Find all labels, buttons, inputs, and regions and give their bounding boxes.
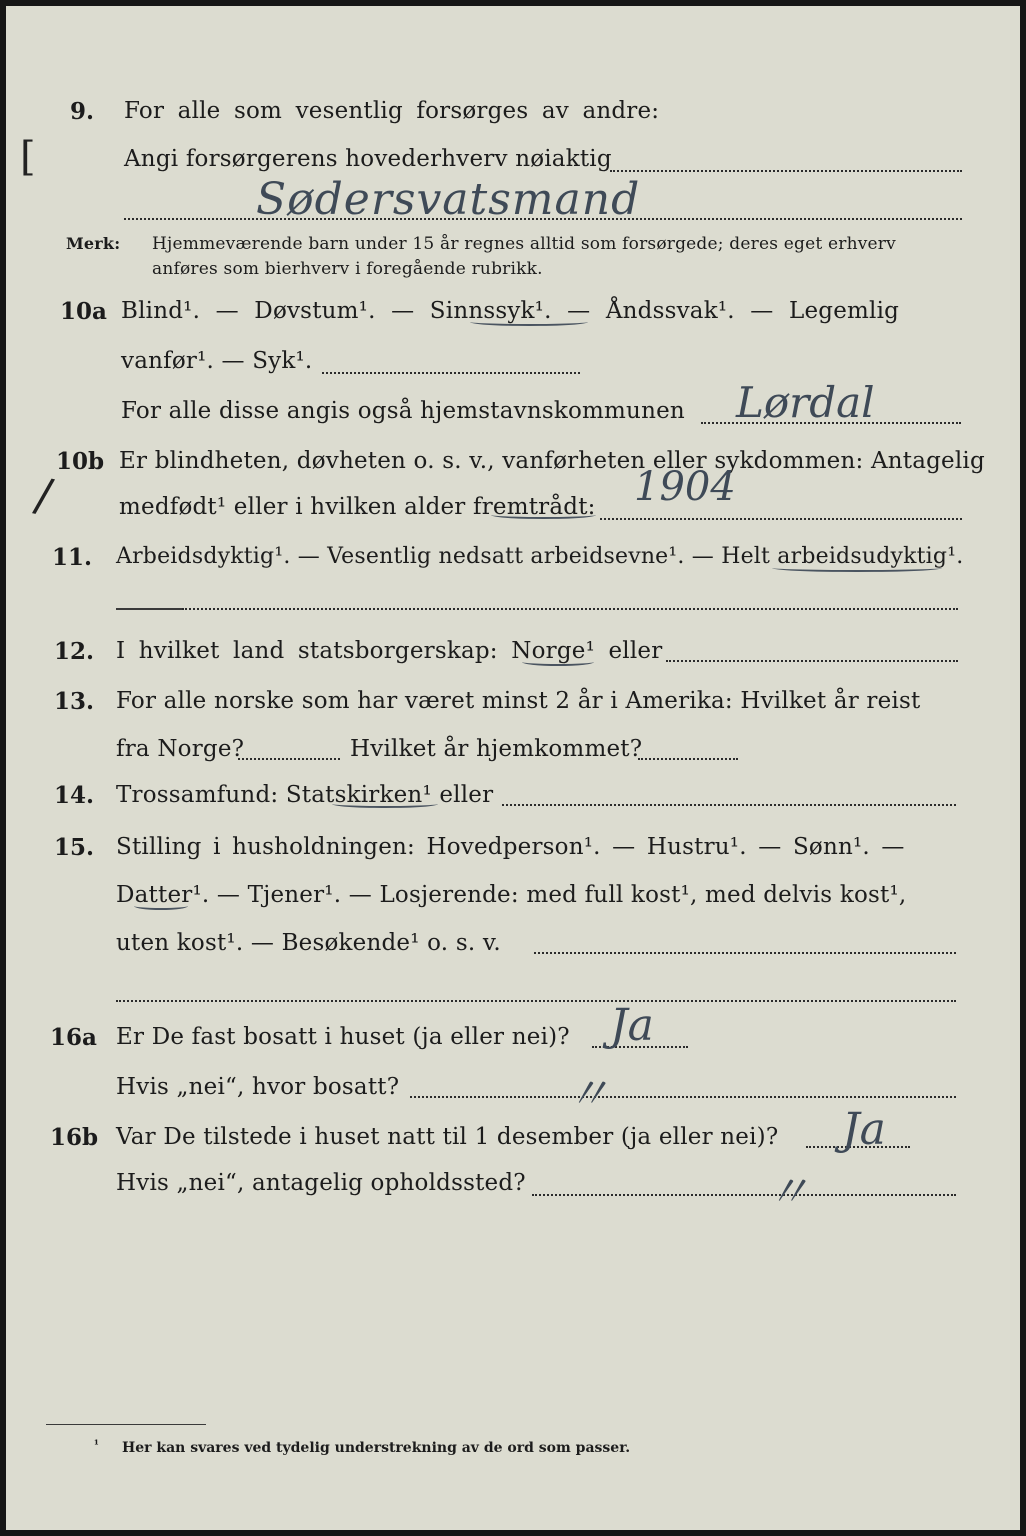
q16b-opholdssted-dotted-line <box>532 1194 956 1196</box>
footnote-separator <box>46 1424 206 1425</box>
q16b-number: 16b <box>50 1124 99 1151</box>
q9-line2: Angi forsørgerens hovederhverv nøiaktig <box>124 146 612 172</box>
q10a-line1: Blind¹. — Døvstum¹. — Sinnssyk¹. — Åndssvak¹. — Legemlig <box>121 298 900 324</box>
q16a-ditto-mark: 〃 <box>566 1069 610 1120</box>
q15-line2: Datter¹. — Tjener¹. — Losjerende: med full kost¹, med delvis kost¹, <box>116 882 907 908</box>
q11-udyktig-underline <box>772 564 942 572</box>
q13-reist-dotted-line <box>238 758 340 760</box>
q12-norge-underline <box>522 658 594 666</box>
q15-dotted-line <box>534 952 956 954</box>
q11-line1: Arbeidsdyktig¹. — Vesentlig nedsatt arbeidsevne¹. — Helt arbeidsudyktig¹. <box>116 544 964 569</box>
q12-dotted-line <box>666 660 958 662</box>
q10b-fremtradt-underline <box>491 511 596 519</box>
q13-number: 13. <box>54 688 95 715</box>
q14-number: 14. <box>54 782 95 809</box>
q16a-number: 16a <box>50 1024 97 1051</box>
q10a-sinnssyk-underline <box>470 318 588 326</box>
q10a-number: 10a <box>60 298 107 325</box>
q15-line1: Stilling i husholdningen: Hovedperson¹. — Hustru¹. — Sønn¹. — <box>116 834 905 860</box>
q15-line3: uten kost¹. — Besøkende¹ o. s. v. <box>116 930 501 956</box>
q15-answer-line <box>116 1000 956 1002</box>
q10b-line1: Er blindheten, døvheten o. s. v., vanførheten eller sykdommen: Antagelig <box>119 448 985 474</box>
q13-line2a: fra Norge? <box>116 736 245 762</box>
q11-number: 11. <box>52 544 93 571</box>
margin-check-mark: / <box>30 466 57 524</box>
q13-line1: For alle norske som har været minst 2 år i Amerika: Hvilket år reist <box>116 688 921 714</box>
q10b-line2: medfødt¹ eller i hvilken alder fremtrådt: <box>119 494 596 520</box>
q9-dotted-line <box>610 170 962 172</box>
q16b-line2: Hvis „nei“, antagelig opholdssted? <box>116 1170 526 1196</box>
q14-dotted-line <box>502 804 956 806</box>
q16b-handwritten-answer[interactable]: Ja <box>842 1104 886 1155</box>
q16b-line1: Var De tilstede i huset natt til 1 desember (ja eller nei)? <box>116 1124 779 1150</box>
q15-number: 15. <box>54 834 95 861</box>
q10b-dotted-line <box>600 518 962 520</box>
q13-hjemkommet-dotted-line <box>638 758 738 760</box>
q10a-line2: vanfør¹. — Syk¹. <box>121 348 313 374</box>
q16a-handwritten-answer[interactable]: Ja <box>610 1000 654 1051</box>
footnote-text: Her kan svares ved tydelig understrekning av de ord som passer. <box>122 1440 631 1456</box>
merk-line1: Hjemmeværende barn under 15 år regnes alltid som forsørgede; deres eget erhverv <box>152 234 896 254</box>
q14-statskirken-underline <box>332 800 438 808</box>
merk-label: Merk: <box>66 234 121 253</box>
q16b-ditto-mark: 〃 <box>766 1167 810 1218</box>
q10a-handwritten-answer[interactable]: Lørdal <box>736 378 875 427</box>
q12-line1: I hvilket land statsborgerskap: Norge¹ eller <box>116 638 663 664</box>
q16a-bosatt-dotted-line <box>410 1096 956 1098</box>
q10a-line3: For alle disse angis også hjemstavnskommunen <box>121 398 685 424</box>
q16a-line2: Hvis „nei“, hvor bosatt? <box>116 1074 400 1100</box>
q11-answer-line <box>182 608 958 610</box>
q9-handwritten-answer[interactable]: Sødersvatsmand <box>256 174 641 225</box>
q9-number: 9. <box>70 98 95 125</box>
q9-answer-line <box>124 218 962 220</box>
q14-line1: Trossamfund: Statskirken¹ eller <box>116 782 494 808</box>
q12-number: 12. <box>54 638 95 665</box>
q11-short-line <box>116 608 182 610</box>
q9-line1: For alle som vesentlig forsørges av andre: <box>124 98 660 124</box>
margin-bracket-mark: [ <box>20 134 36 180</box>
q13-line2b: Hvilket år hjemkommet? <box>350 736 643 762</box>
footnote-mark: ¹ <box>94 1438 99 1451</box>
q15-datter-underline <box>134 902 188 910</box>
q10a-syk-dotted-line <box>322 372 580 374</box>
merk-line2: anføres som bierhverv i foregående rubrikk. <box>152 259 543 279</box>
q10b-number: 10b <box>56 448 105 475</box>
q16a-line1: Er De fast bosatt i huset (ja eller nei)? <box>116 1024 570 1050</box>
q10b-handwritten-answer[interactable]: 1904 <box>634 464 736 510</box>
